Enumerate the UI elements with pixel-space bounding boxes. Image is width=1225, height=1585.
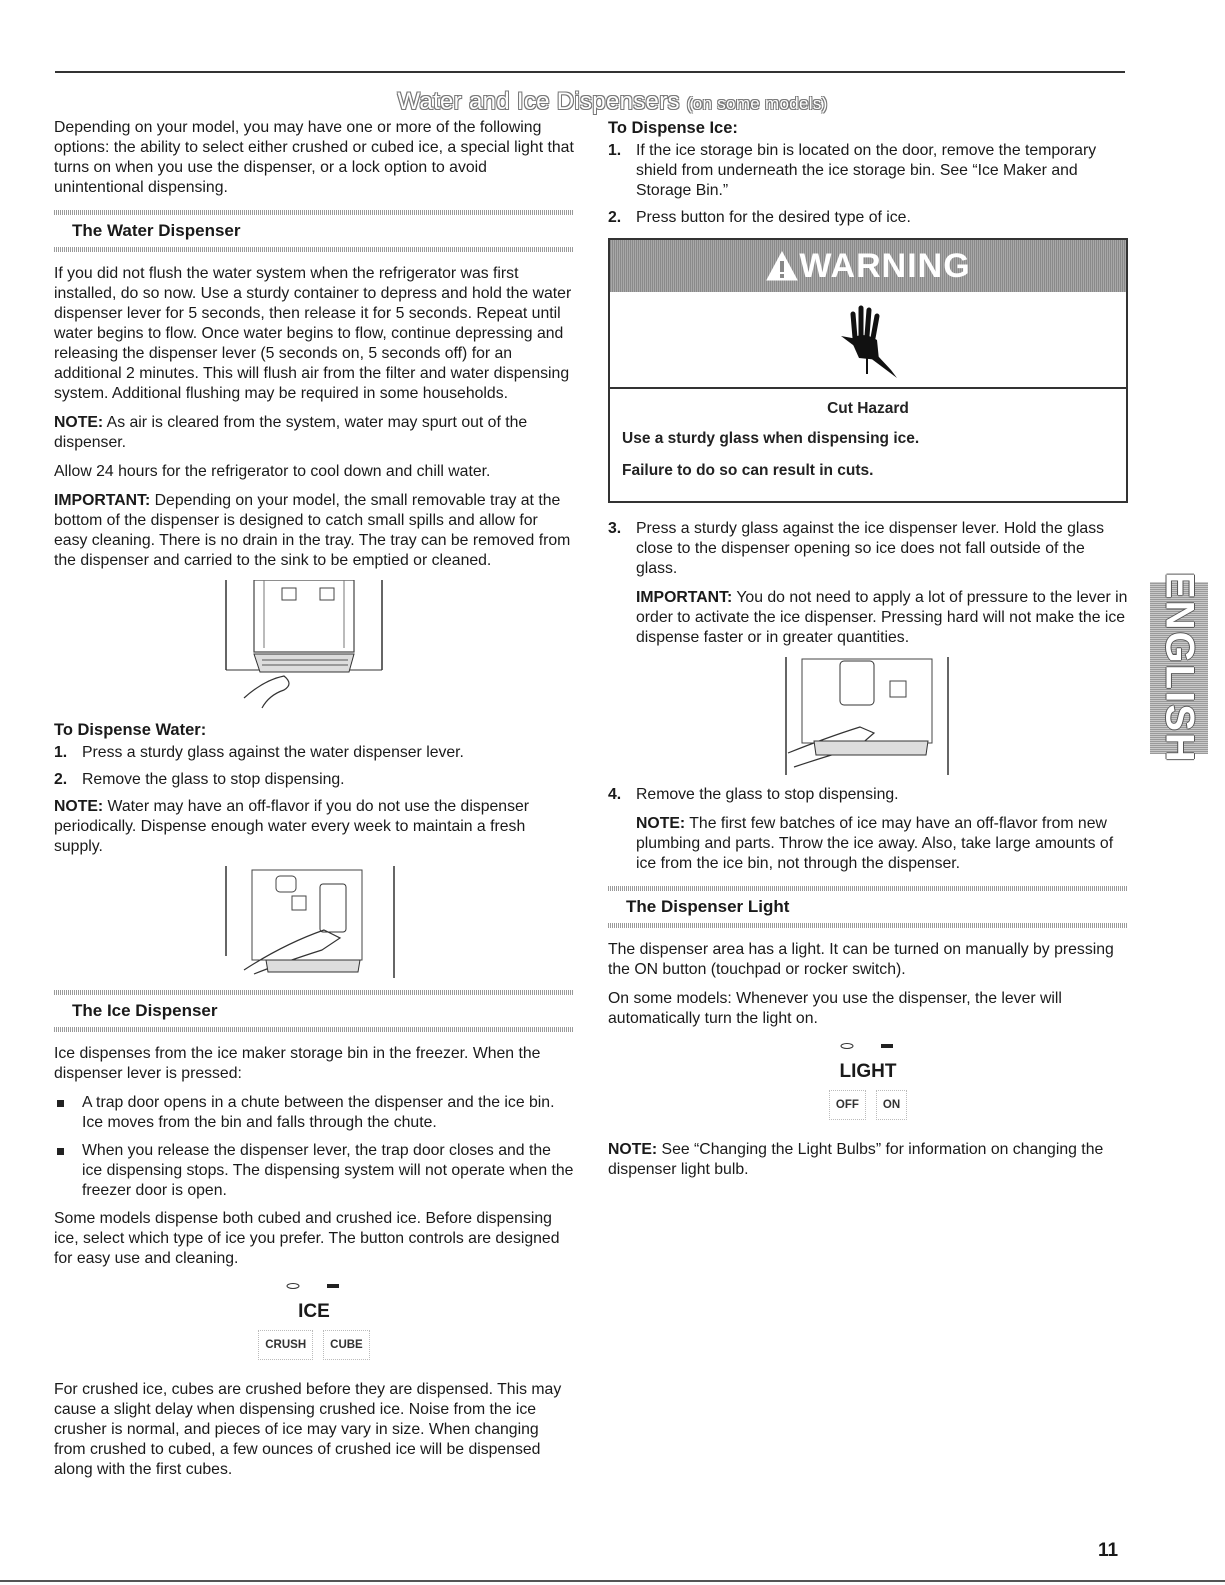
left-column (54, 118, 574, 1489)
side-tab-text: ENGLISH (1157, 572, 1202, 764)
dotted-rule (54, 247, 574, 252)
list-item (608, 208, 1128, 228)
light-button-options (608, 1090, 1128, 1120)
list-item (54, 1093, 574, 1133)
step-number: 2. (54, 771, 68, 788)
language-side-tab (1150, 572, 1208, 764)
step-text: Remove the glass to stop dispensing. (636, 786, 899, 803)
page-number: 11 (1098, 1540, 1119, 1561)
on-button[interactable]: ON (876, 1090, 907, 1120)
step-4-note (636, 814, 1128, 874)
step-number: 1. (54, 744, 68, 761)
important-text: You do not need to apply a lot of pressure to the lever in order to activate the ice dispenser. Pressing hard will not make the ice dispense faster or in greater quantities. (636, 589, 1128, 646)
indicator-lights (833, 1040, 903, 1052)
warning-icon-area (610, 292, 1126, 389)
indicator-lights (279, 1280, 349, 1292)
dispense-water-note (54, 797, 574, 857)
dispenser-light-section-header (608, 886, 1128, 928)
bottom-rule (0, 1580, 1225, 1582)
warning-text (610, 389, 1126, 501)
light-bulb-note (608, 1140, 1128, 1180)
cut-hand-icon (833, 300, 903, 380)
page-title (0, 88, 1225, 116)
note-label: NOTE: (54, 798, 104, 815)
dispenser-light-title: The Dispenser Light (626, 897, 790, 916)
ice-button-control (54, 1278, 574, 1360)
step-3 (608, 519, 1128, 648)
note-label: NOTE: (54, 414, 104, 431)
step-4 (608, 785, 1128, 874)
top-rule (55, 71, 1125, 73)
light-paragraph-1: The dispenser area has a light. It can be turned on manually by pressing the ON button (touchpad or rocker switch). (608, 941, 1114, 978)
important-label: IMPORTANT: (636, 589, 733, 606)
step-number: 2. (608, 209, 622, 226)
dispense-water-steps (54, 743, 574, 790)
step-number: 4. (608, 786, 622, 803)
chill-paragraph: Allow 24 hours for the refrigerator to cool down and chill water. (54, 463, 491, 480)
step-number: 3. (608, 520, 622, 537)
crush-button[interactable]: CRUSH (258, 1330, 313, 1360)
water-glass-illustration (224, 866, 404, 978)
ice-types-paragraph: Some models dispense both cubed and crushed ice. Before dispensing ice, select which type of ice you prefer. The button controls are designed for easy use and cleaning. (54, 1210, 560, 1267)
bullet-square (57, 1148, 64, 1155)
ice-intro-paragraph: Ice dispenses from the ice maker storage bin in the freezer. When the dispenser lever is pressed: (54, 1045, 541, 1082)
bullet-text: When you release the dispenser lever, the trap door closes and the ice dispensing stops. The dispensing system will not operate when the freezer door is open. (82, 1142, 574, 1199)
cube-button[interactable]: CUBE (323, 1330, 370, 1360)
bullet-text: A trap door opens in a chute between the dispenser and the ice bin. Ice moves from the bin and falls through the chute. (82, 1094, 555, 1131)
note-label: NOTE: (608, 1141, 658, 1158)
warning-box (608, 238, 1128, 503)
tray-important (54, 491, 574, 571)
note-text: Water may have an off-flavor if you do not use the dispenser periodically. Dispense enough water every week to maintain a fresh supply. (54, 798, 530, 855)
ice-button-options (54, 1330, 574, 1360)
note-text: See “Changing the Light Bulbs” for information on changing the dispenser light bulb. (608, 1141, 1104, 1178)
light-paragraph-2: On some models: Whenever you use the dispenser, the lever will automatically turn the light on. (608, 990, 1062, 1027)
right-column (608, 118, 1128, 1189)
note-text: As air is cleared from the system, water may spurt out of the dispenser. (54, 414, 528, 451)
important-text: Depending on your model, the small removable tray at the bottom of the dispenser is designed to catch small spills and allow for easy cleaning. There is no drain in the tray. The tray can be removed from the dispenser and carried to the sink to be emptied or cleaned. (54, 492, 571, 569)
step-text: Press a sturdy glass against the ice dispenser lever. Hold the glass close to the dispenser opening so ice does not fall outside of the glass. (636, 520, 1105, 577)
list-item (54, 743, 574, 763)
light-button-label: LIGHT (839, 1061, 897, 1082)
step-number: 1. (608, 142, 622, 159)
warning-banner (610, 240, 1126, 292)
light-button-control (608, 1038, 1128, 1120)
warning-triangle-icon (765, 250, 799, 282)
ice-dispenser-title: The Ice Dispenser (72, 1001, 218, 1020)
ice-glass-illustration (778, 657, 958, 775)
off-button[interactable]: OFF (829, 1090, 866, 1120)
page-title-suffix: (on some models) (686, 94, 828, 113)
water-dispenser-section-header (54, 210, 574, 252)
list-item (54, 770, 574, 790)
warning-line-1: Use a sturdy glass when dispensing ice. (622, 430, 920, 447)
ice-dispenser-section-header (54, 990, 574, 1032)
dispense-water-heading: To Dispense Water: (54, 721, 207, 739)
intro-paragraph: Depending on your model, you may have one or more of the following options: the ability to select either crushed or cubed ice, a special light that turns on when you use the dispenser, or a lock option to avoid unintentional dispensing. (54, 119, 574, 196)
warning-line-2: Failure to do so can result in cuts. (622, 462, 874, 479)
water-note (54, 413, 574, 453)
dispense-ice-steps (608, 141, 1128, 228)
note-label: NOTE: (636, 815, 686, 832)
dispense-ice-heading: To Dispense Ice: (608, 119, 738, 137)
water-flush-paragraph: If you did not flush the water system when the refrigerator was first installed, do so now. Use a sturdy container to depress and hold the water dispenser lever for 5 seconds, then release it for 5 seconds. Repeat until water begins to flow. Once water begins to flow, continue depressing and releasing the dispenser lever (5 seconds on, 5 seconds off) for an additional 2 minutes. This will flush air from the filter and water dispensing system. Additional flushing may be required in some households. (54, 265, 572, 402)
hazard-title: Cut Hazard (827, 400, 909, 417)
water-dispenser-title: The Water Dispenser (72, 221, 241, 240)
warning-banner-text: WARNING (799, 247, 971, 285)
dispenser-tray-illustration (224, 580, 404, 710)
note-text: The first few batches of ice may have an off-flavor from new plumbing and parts. Throw the ice away. Also, take large amounts of ice from the ice bin, not through the dispenser. (636, 815, 1114, 872)
bullet-square (57, 1100, 64, 1107)
step-text: Press button for the desired type of ice. (636, 209, 911, 226)
dotted-rule (608, 923, 1128, 928)
important-label: IMPORTANT: (54, 492, 151, 509)
ice-button-label: ICE (298, 1301, 330, 1322)
dotted-rule (54, 1027, 574, 1032)
step-text: Remove the glass to stop dispensing. (82, 771, 345, 788)
list-item (54, 1141, 574, 1201)
step-text: If the ice storage bin is located on the door, remove the temporary shield from underneath the ice storage bin. See “Ice Maker and Storage Bin.” (636, 142, 1097, 199)
page-title-main: Water and Ice Dispensers (397, 88, 680, 115)
crushed-ice-paragraph: For crushed ice, cubes are crushed before they are dispensed. This may cause a slight delay when dispensing crushed ice. Noise from the ice crusher is normal, and pieces of ice may vary in size. When changing from crushed to cubed, a few ounces of crushed ice will be dispensed along with the first cubes. (54, 1381, 562, 1478)
ice-bullets (54, 1093, 574, 1201)
list-item (608, 141, 1128, 201)
step-3-important (636, 588, 1128, 648)
step-text: Press a sturdy glass against the water dispenser lever. (82, 744, 464, 761)
